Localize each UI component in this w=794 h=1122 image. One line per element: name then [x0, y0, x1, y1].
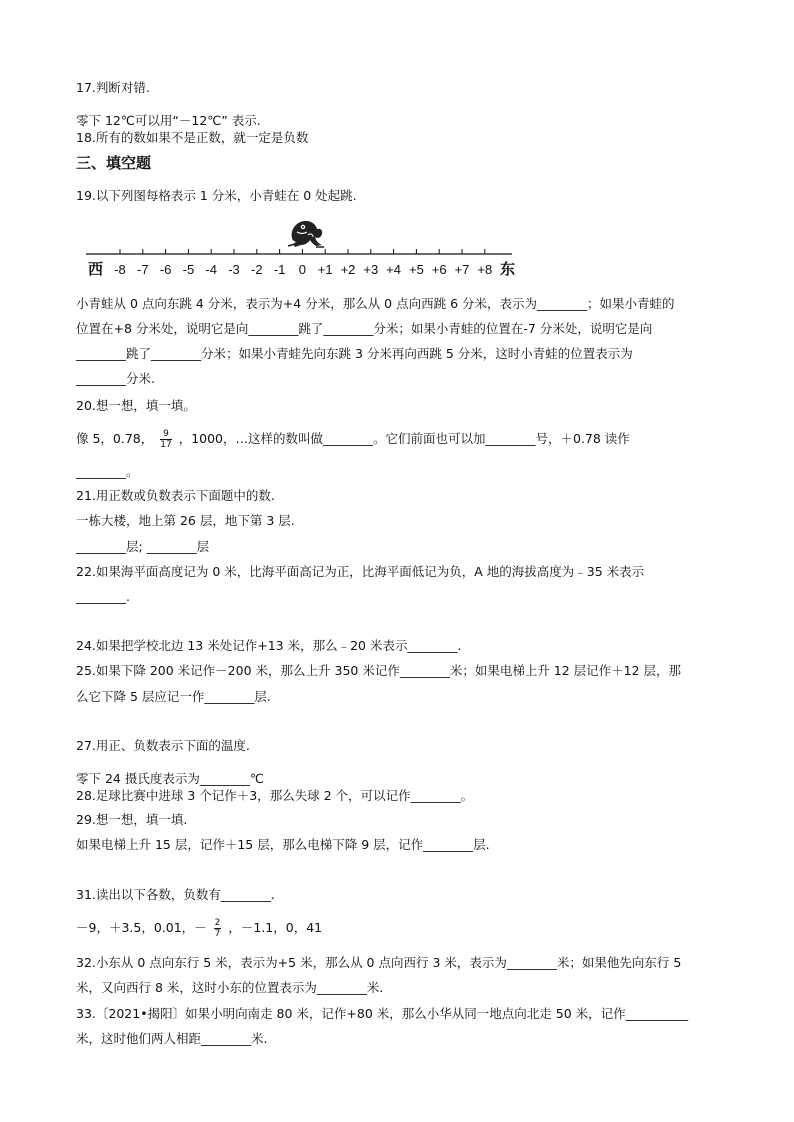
q18-statement: 18.所有的数如果不是正数，就一定是负数: [76, 130, 309, 145]
q31-frac-num: 2: [214, 918, 221, 928]
number-line-tick-label: -8: [114, 262, 126, 277]
number-line-tick-label: +6: [431, 262, 447, 277]
q17-statement: 零下 12℃可以用“－12℃” 表示.: [76, 113, 261, 128]
q31-text-b: ，－1.1，0，41: [228, 920, 323, 935]
number-line-tick-label: -4: [205, 262, 217, 277]
q20-text-b: ，1000，…这样的数叫做________。它们前面也可以加________号，＋0.78 读作: [178, 431, 630, 446]
q21-line2: ________层; ________层: [76, 539, 210, 554]
q29-title: 29.想一想，填一填.: [76, 812, 188, 827]
q33-line1: 33.〔2021•揭阳〕如果小明向南走 80 米，记作+80 米，那么小华从同一地点向北走 50 米，记作__________: [76, 1006, 689, 1021]
q22-line1: 22.如果海平面高度记为 0 米，比海平面高记为正，比海平面低记为负，A 地的海拔高度为﹣35 米表示: [76, 564, 645, 579]
q19-intro: 19.以下列图每格表示 1 分米，小青蛙在 0 处起跳.: [76, 188, 357, 203]
q31-text-a: －9，＋3.5，0.01，－: [76, 920, 207, 935]
q20-text-a: 像 5，0.78，: [76, 431, 154, 446]
q25-line1: 25.如果下降 200 米记作－200 米，那么上升 350 米记作________米；如果电梯上升 12 层记作＋12 层，那: [76, 663, 682, 678]
section-title-fill-in: 三、填空题: [76, 154, 152, 172]
q31-frac-den: 7: [214, 929, 221, 939]
q19-line2: 位置在+8 分米处，说明它是向________跳了________分米；如果小青蛙的位置在-7 分米处，说明它是向: [76, 321, 653, 336]
q27-line: 零下 24 摄氏度表示为________℃: [76, 771, 264, 786]
q27-title: 27.用正、负数表示下面的温度.: [76, 738, 250, 753]
q20-line2: ________。: [76, 464, 139, 479]
q25-line2: 么它下降 5 层应记一作________层.: [76, 689, 271, 704]
q33-line2: 米，这时他们两人相距________米.: [76, 1031, 268, 1046]
q21-title: 21.用正数或负数表示下面题中的数.: [76, 488, 275, 503]
number-line-tick-label: 0: [298, 262, 307, 277]
number-line-tick-label: +8: [477, 262, 493, 277]
q20-title: 20.想一想，填一填。: [76, 398, 196, 413]
q20-frac-den: 17: [160, 440, 172, 450]
number-line-tick-label: -6: [159, 262, 172, 277]
number-line-tick-label: +4: [386, 262, 402, 277]
q17-title: 17.判断对错.: [76, 80, 150, 95]
q32-line1: 32.小东从 0 点向东行 5 米，表示为+5 米，那么从 0 点向西行 3 米，表示为________米；如果他先向东行 5: [76, 955, 682, 970]
number-line-tick-label: -2: [251, 262, 263, 277]
number-line-tick-label: +2: [340, 262, 356, 277]
number-line-tick-label: +5: [408, 262, 424, 277]
number-line-tick-label: -3: [228, 262, 240, 277]
q28-line: 28.足球比赛中进球 3 个记作＋3，那么失球 2 个，可以记作________。: [76, 788, 474, 803]
q31-numbers: [76, 917, 322, 939]
q20-fraction: [160, 429, 171, 450]
q32-line2: 米，又向西行 8 米，这时小东的位置表示为________米.: [76, 980, 384, 995]
q19-line3: ________跳了________分米；如果小青蛙先向东跳 3 分米再向西跳 5 分米，这时小青蛙的位置表示为: [76, 346, 633, 361]
q20-line1: [76, 428, 630, 450]
q29-line: 如果电梯上升 15 层，记作＋15 层，那么电梯下降 9 层，记作________层.: [76, 837, 490, 852]
q19-line4: ________分米.: [76, 371, 155, 386]
number-line-tick-label: +1: [317, 262, 333, 277]
east-label: 东: [500, 260, 516, 278]
number-line-tick-label: +3: [363, 262, 379, 277]
number-line-tick-label: +7: [454, 262, 470, 277]
q19-line1: 小青蛙从 0 点向东跳 4 分米，表示为+4 分米，那么从 0 点向西跳 6 分米，表示为________；如果小青蛙的: [76, 296, 675, 311]
q31-fraction: [214, 918, 222, 939]
q21-line1: 一栋大楼，地上第 26 层，地下第 3 层.: [76, 513, 295, 528]
q22-line2: ________.: [76, 589, 130, 604]
q20-frac-num: 9: [160, 429, 171, 440]
number-line-tick-label: -5: [182, 262, 195, 277]
west-label: 西: [88, 260, 104, 278]
number-line-tick-label: -7: [137, 262, 149, 277]
q24-line: 24.如果把学校北边 13 米处记作+13 米，那么﹣20 米表示________.: [76, 638, 462, 653]
q31-title: 31.读出以下各数，负数有________.: [76, 887, 275, 902]
number-line-tick-label: -1: [273, 262, 286, 277]
